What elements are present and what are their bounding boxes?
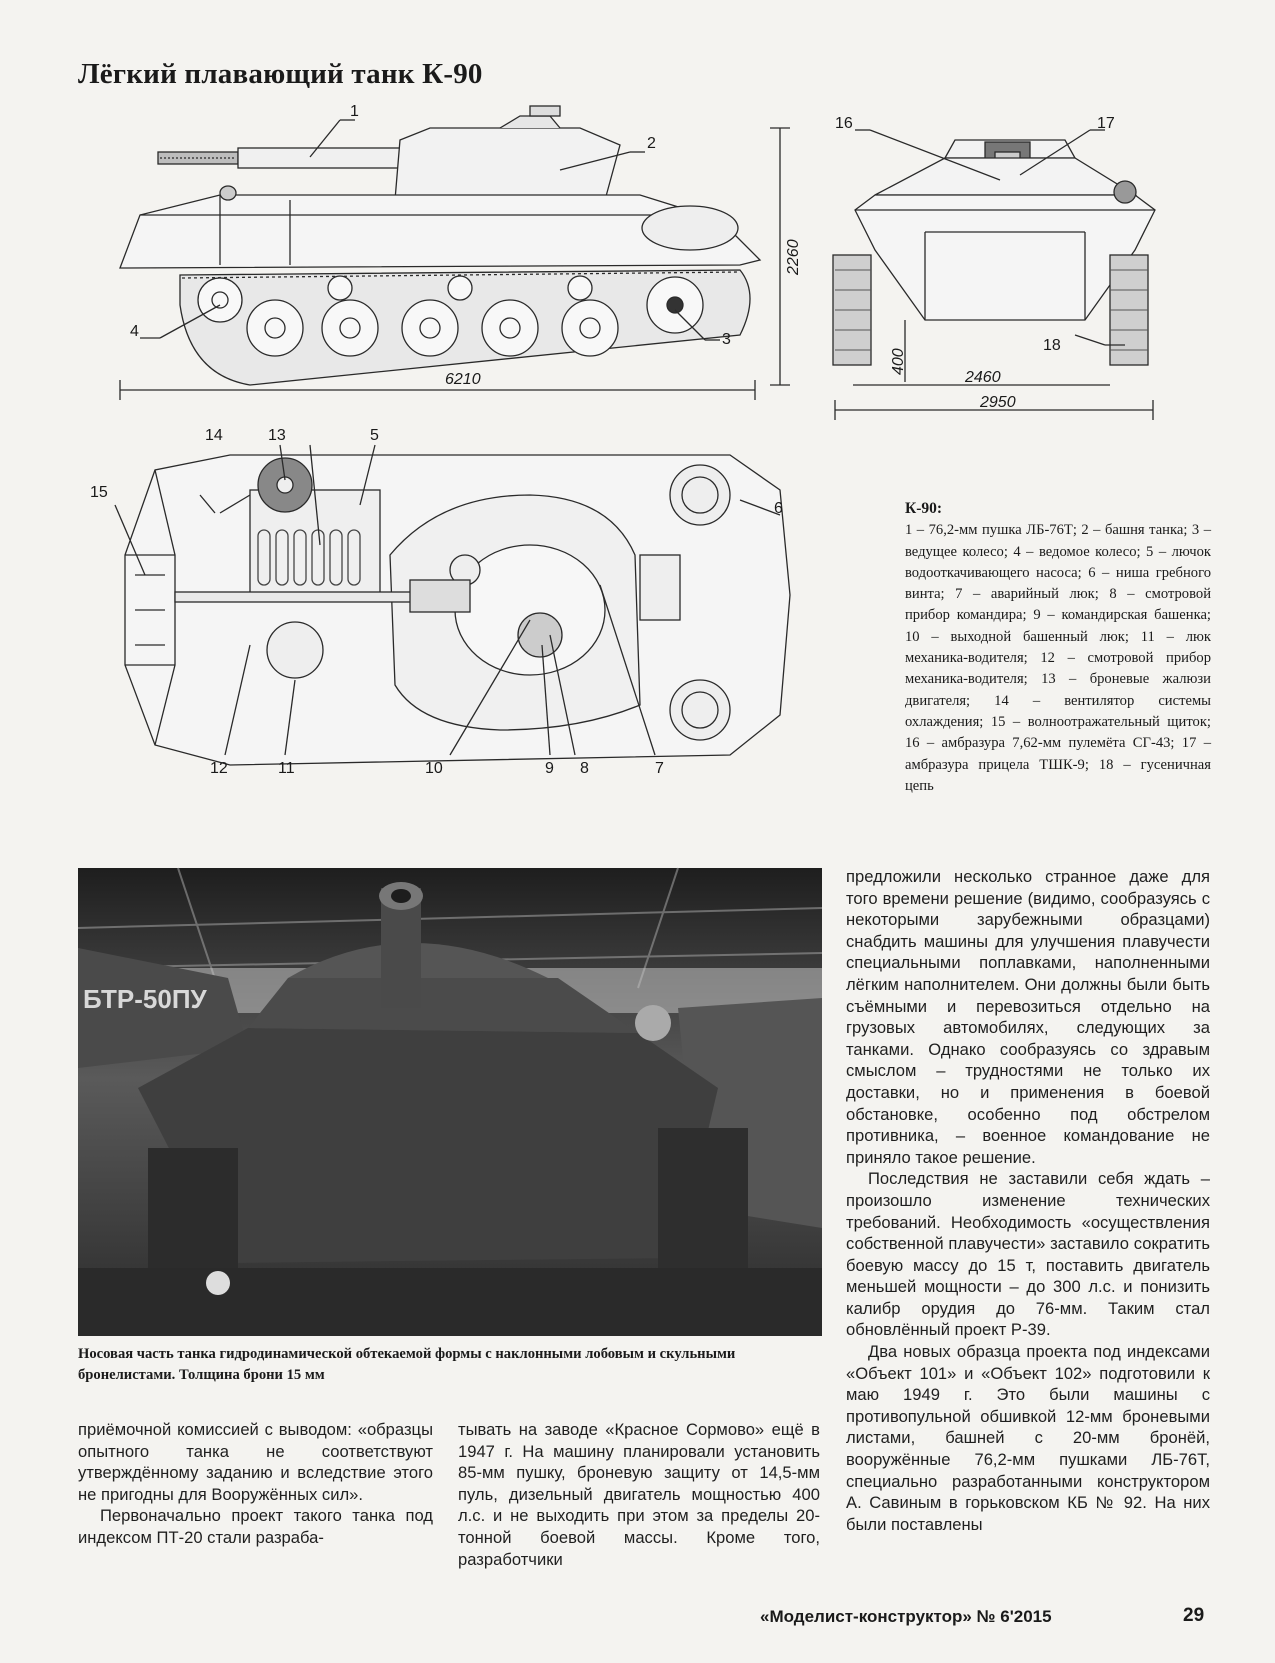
top-view-drawing <box>80 427 840 825</box>
text-column-3 <box>846 866 1210 1535</box>
photo-caption: Носовая часть танка гидродинамической обтекаемой формы с наклонными лобовым и скульными бронелистами. Толщина брони 15 мм <box>78 1346 736 1383</box>
callout-13: 13 <box>268 427 286 444</box>
callout-18: 18 <box>1043 337 1061 354</box>
dim-clearance: 400 <box>890 348 907 375</box>
callout-9: 9 <box>545 760 554 777</box>
callout-6: 6 <box>774 500 783 517</box>
col2-paragraph-1: тывать на заводе «Красное Сормово» ещё в 1947 г. На машину планировали установить 85-мм пушку, броневую защиту от 14,5-мм пуль, дизельный двигатель мощностью 400 л.с. и не выходить при этом за пределы 20-тонной боевой массы. Кроме того, разработчики <box>458 1420 820 1569</box>
callout-11: 11 <box>278 760 295 777</box>
page-title: Лёгкий плавающий танк К-90 <box>78 58 483 90</box>
text-column-1 <box>78 1419 433 1549</box>
callout-14: 14 <box>205 427 223 444</box>
col3-paragraph-3: Два новых образца проекта под индексами «Объект 101» и «Объект 102» подготовили к маю 1949 г. Это были машины с противопульной обшивкой 12-мм броневыми листами, башней с 20-мм бронёй, вооружённые 76,2-мм пушками ЛБ-76Т, специально разработанными конструктором А. Савиным в горьковском КБ № 92. На них были поставлены <box>846 1342 1210 1534</box>
side-view-drawing <box>100 100 800 420</box>
col1-paragraph-1: приёмочной комиссией с выводом: «образцы опытного танка не соответствуют утверждённому заданию и вследствие этого не пригодны для Вооружённых сил». <box>78 1420 433 1504</box>
callout-7: 7 <box>655 760 664 777</box>
callout-17: 17 <box>1097 115 1115 132</box>
photo-hull-marking: БТР-50ПУ <box>83 984 207 1014</box>
dim-length: 6210 <box>445 371 481 388</box>
col3-paragraph-2: Последствия не заставили себя ждать – произошло изменение технических требований. Необходимость «осуществления собственной плавучести» заставило сократить боевую массу до 15 т, поставить двигатель меньшей мощности – до 300 л.с. и понизить калибр орудия до 76-мм. Таким стал обновлённый проект Р-39. <box>846 1169 1210 1340</box>
dim-width: 2950 <box>980 394 1016 411</box>
legend-title: К-90: <box>905 500 943 517</box>
dim-height: 2260 <box>785 239 802 275</box>
dim-track: 2460 <box>965 369 1001 386</box>
legend-text: 1 – 76,2-мм пушка ЛБ-76Т; 2 – башня танка; 3 – ведущее колесо; 4 – ведомое колесо; 5 – лючок водооткачивающего насоса; 6 – ниша гребного винта; 7 – аварийный люк; 8 – смотровой прибор командира; 9 – командирская башенка; 10 – выходной башенный люк; 11 – люк механика-водителя; 12 – смотровой прибор механика-водителя; 13 – броневые жалюзи двигателя; 14 – вентилятор системы охлаждения; 15 – волноотражательный щиток; 16 – амбразура 7,62-мм пулемёта СГ-43; 17 – амбразура прицела ТШК-9; 18 – гусеничная цепь <box>905 522 1211 794</box>
callout-4: 4 <box>130 323 139 340</box>
callout-12: 12 <box>210 760 228 777</box>
col3-paragraph-1: предложили несколько странное даже для того времени решение (видимо, сообразуясь с некоторыми зарубежными образцами) снабдить машины для улучшения плавучести специальными поплавками, наполненными лёгким наполнителем. Они должны были быть съёмными и перевозиться отдельно на грузовых автомобилях, следующих за танками. Однако сообразуясь со здравым смыслом – трудностями не только их доставки, но и применения в боевой обстановке, особенно под обстрелом противника, – военное командование не приняло такое решение. <box>846 867 1210 1167</box>
callout-3: 3 <box>722 331 731 348</box>
callout-5: 5 <box>370 427 379 444</box>
col1-paragraph-2: Первоначально проект такого танка под индексом ПТ-20 стали разраба- <box>78 1506 433 1547</box>
callout-8: 8 <box>580 760 589 777</box>
page-number: 29 <box>1183 1605 1205 1626</box>
callout-16: 16 <box>835 115 853 132</box>
callout-10: 10 <box>425 760 443 777</box>
drawing-legend <box>905 498 1211 797</box>
callout-1: 1 <box>350 103 359 120</box>
magazine-footer: «Моделист-конструктор» № 6'2015 <box>760 1607 1052 1626</box>
front-view-drawing <box>835 115 1180 440</box>
tank-photo <box>78 868 822 1336</box>
text-column-2 <box>458 1419 820 1570</box>
callout-15: 15 <box>90 484 108 501</box>
callout-2: 2 <box>647 135 656 152</box>
